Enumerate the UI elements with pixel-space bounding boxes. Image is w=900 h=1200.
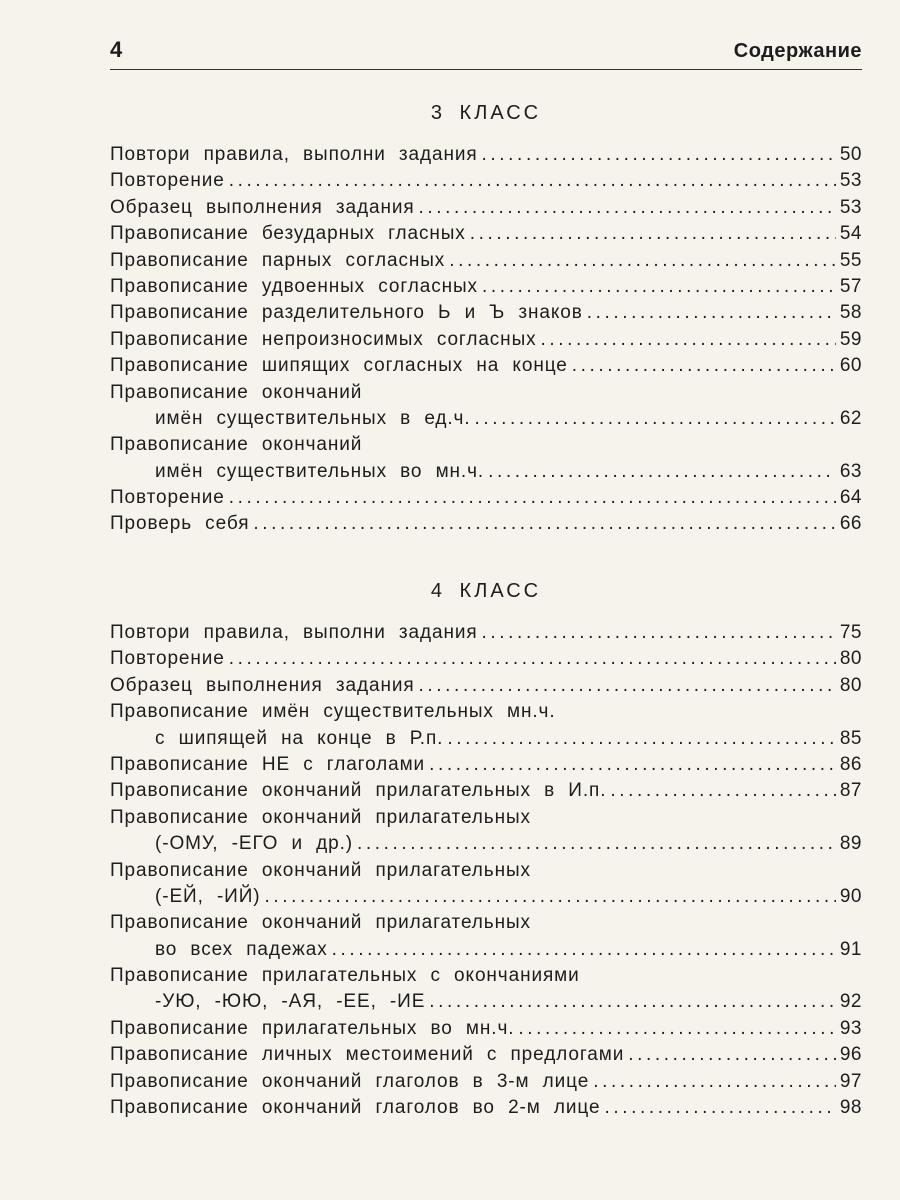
toc-line <box>110 353 862 379</box>
entry-title: (-ЕЙ, -ИЙ) <box>155 885 261 907</box>
entry-title: с шипящей на конце в Р.п. <box>155 727 444 749</box>
entry-title: имён существительных во мн.ч. <box>155 460 485 482</box>
page-ref: 91 <box>839 938 862 960</box>
dot-leader <box>229 168 836 194</box>
entry-title: Правописание имён существительных мн.ч. <box>110 701 556 723</box>
page-ref: 86 <box>839 753 862 775</box>
toc-entry <box>110 1042 862 1068</box>
entry-title: Правописание разделительного Ь и Ъ знаков <box>110 302 583 324</box>
toc-line <box>110 778 862 804</box>
toc-entry <box>110 248 862 274</box>
toc-line <box>110 858 862 884</box>
dot-leader <box>429 989 836 1015</box>
section-grade-3 <box>110 98 862 538</box>
dot-leader <box>482 620 836 646</box>
entry-title: Повтори правила, выполни задания <box>110 622 478 643</box>
page-ref: 53 <box>839 196 862 218</box>
dot-leader <box>357 831 836 857</box>
dot-leader <box>332 937 836 963</box>
toc-line <box>110 406 862 432</box>
toc-line <box>110 380 862 406</box>
entry-title: (-ОМУ, -ЕГО и др.) <box>155 833 353 855</box>
entry-title: Повторение <box>110 648 225 670</box>
toc-line <box>110 831 862 857</box>
page-ref: 98 <box>839 1097 862 1119</box>
entry-title: Проверь себя <box>110 513 250 535</box>
page-ref: 75 <box>839 622 862 643</box>
dot-leader <box>470 221 836 247</box>
toc-line <box>110 646 862 672</box>
entry-title: Образец выполнения задания <box>110 674 415 696</box>
dot-leader <box>229 646 836 672</box>
entry-title: Правописание НЕ с глаголами <box>110 753 426 775</box>
toc-entry <box>110 274 862 300</box>
entry-title: -УЮ, -ЮЮ, -АЯ, -ЕЕ, -ИЕ <box>155 991 426 1013</box>
toc-entry <box>110 353 862 379</box>
toc-line <box>110 805 862 831</box>
entry-title: Правописание окончаний <box>110 381 363 403</box>
toc-entry <box>110 380 862 433</box>
dot-leader <box>488 459 836 485</box>
dot-leader <box>572 353 836 379</box>
toc-entry <box>110 300 862 326</box>
page-ref: 62 <box>839 407 862 429</box>
toc-line <box>110 937 862 963</box>
dot-leader <box>447 726 836 752</box>
toc-line <box>110 1016 862 1042</box>
page-ref: 50 <box>839 144 862 165</box>
toc-line <box>110 989 862 1015</box>
entry-title: Правописание окончаний прилагательных <box>110 806 531 828</box>
entry-title: Повторение <box>110 170 225 192</box>
toc-line <box>110 221 862 247</box>
toc-entry <box>110 620 862 646</box>
toc-line <box>110 910 862 936</box>
toc-entry <box>110 142 862 168</box>
page-ref: 66 <box>839 513 862 535</box>
dot-leader <box>265 884 836 910</box>
dot-leader <box>449 248 836 274</box>
page-ref: 85 <box>839 727 862 749</box>
entry-title: во всех падежах <box>155 938 328 960</box>
entry-title: Правописание окончаний <box>110 434 363 456</box>
section-grade-4 <box>110 576 862 1121</box>
dot-leader <box>604 1095 835 1121</box>
page-ref: 64 <box>839 487 862 509</box>
toc-line <box>110 300 862 326</box>
toc-entry <box>110 778 862 804</box>
dot-leader <box>429 752 836 778</box>
page-ref: 92 <box>839 991 862 1013</box>
page-ref: 55 <box>839 249 862 271</box>
section-title: 4 КЛАСС <box>430 580 542 602</box>
page-ref: 54 <box>839 223 862 245</box>
entry-title: Правописание парных согласных <box>110 249 446 271</box>
running-header <box>110 34 862 70</box>
page-ref: 97 <box>839 1070 862 1092</box>
page-ref: 80 <box>839 648 862 670</box>
entry-title: Правописание окончаний прилагательных в И.п. <box>110 780 607 802</box>
toc-entry <box>110 805 862 858</box>
page-ref: 63 <box>839 460 862 482</box>
toc-line <box>110 511 862 537</box>
toc-entry <box>110 485 862 511</box>
toc-entry <box>110 511 862 537</box>
entry-title: Правописание безударных гласных <box>110 223 466 245</box>
toc-line <box>110 699 862 725</box>
entry-title: Правописание окончаний глаголов в 3-м лице <box>110 1070 590 1092</box>
entry-title: Образец выполнения задания <box>110 196 415 218</box>
dot-leader <box>593 1069 836 1095</box>
entry-title: Правописание прилагательных во мн.ч. <box>110 1017 515 1039</box>
page-ref: 93 <box>839 1017 862 1039</box>
entry-title: Повторение <box>110 487 225 509</box>
page-ref: 87 <box>839 780 862 802</box>
toc-line <box>110 1042 862 1068</box>
page-ref: 60 <box>839 355 862 377</box>
toc-entry <box>110 195 862 221</box>
toc-entry <box>110 963 862 1016</box>
entry-title: Правописание удвоенных согласных <box>110 275 478 297</box>
toc-line <box>110 1069 862 1095</box>
entry-title: Правописание окончаний прилагательных <box>110 859 531 881</box>
toc-line <box>110 274 862 300</box>
page-ref: 96 <box>839 1044 862 1066</box>
toc-entry <box>110 168 862 194</box>
toc-line <box>110 884 862 910</box>
page-ref: 58 <box>839 302 862 324</box>
entry-title: Правописание личных местоимений с предлогами <box>110 1044 625 1066</box>
dot-leader <box>475 406 836 432</box>
toc-entry <box>110 432 862 485</box>
toc-line <box>110 327 862 353</box>
page-ref: 53 <box>839 170 862 192</box>
dot-leader <box>541 327 836 353</box>
dot-leader <box>229 485 836 511</box>
toc-entry <box>110 1016 862 1042</box>
toc-entry <box>110 858 862 911</box>
entry-title: Правописание окончаний глаголов во 2-м лице <box>110 1097 601 1119</box>
toc-entry <box>110 327 862 353</box>
toc-line <box>110 1095 862 1121</box>
toc-line <box>110 620 862 646</box>
entry-title: Правописание шипящих согласных на конце <box>110 355 568 377</box>
toc-entry <box>110 752 862 778</box>
dot-leader <box>610 778 835 804</box>
toc-line <box>110 963 862 989</box>
toc-line <box>110 432 862 458</box>
dot-leader <box>419 195 836 221</box>
toc-line <box>110 459 862 485</box>
toc-line <box>110 726 862 752</box>
dot-leader <box>518 1016 835 1042</box>
dot-leader <box>482 274 836 300</box>
dot-leader <box>253 511 835 537</box>
dot-leader <box>587 300 836 326</box>
toc-line <box>110 142 862 168</box>
entry-title: Повтори правила, выполни задания <box>110 144 478 165</box>
header-title: Содержание <box>733 40 862 62</box>
toc-entry <box>110 910 862 963</box>
toc-entry <box>110 673 862 699</box>
toc-line <box>110 248 862 274</box>
toc-entry <box>110 1095 862 1121</box>
toc-line <box>110 195 862 221</box>
entry-title: Правописание непроизносимых согласных <box>110 328 537 350</box>
page-ref: 80 <box>839 674 862 696</box>
entry-title: Правописание прилагательных с окончаниями <box>110 965 580 987</box>
toc-entry <box>110 1069 862 1095</box>
page-ref: 59 <box>839 328 862 350</box>
dot-leader <box>482 142 836 168</box>
dot-leader <box>628 1042 836 1068</box>
page-ref: 90 <box>839 885 862 907</box>
entry-title: имён существительных в ед.ч. <box>155 407 471 429</box>
page-number: 4 <box>110 37 123 62</box>
toc-line <box>110 673 862 699</box>
page-ref: 89 <box>839 833 862 855</box>
toc-line <box>110 752 862 778</box>
section-title: 3 КЛАСС <box>430 102 542 124</box>
page-ref: 57 <box>839 275 862 297</box>
toc-entry <box>110 646 862 672</box>
toc-line <box>110 168 862 194</box>
toc-entry <box>110 699 862 752</box>
toc-line <box>110 485 862 511</box>
dot-leader <box>419 673 836 699</box>
entry-title: Правописание окончаний прилагательных <box>110 912 531 934</box>
toc-entry <box>110 221 862 247</box>
